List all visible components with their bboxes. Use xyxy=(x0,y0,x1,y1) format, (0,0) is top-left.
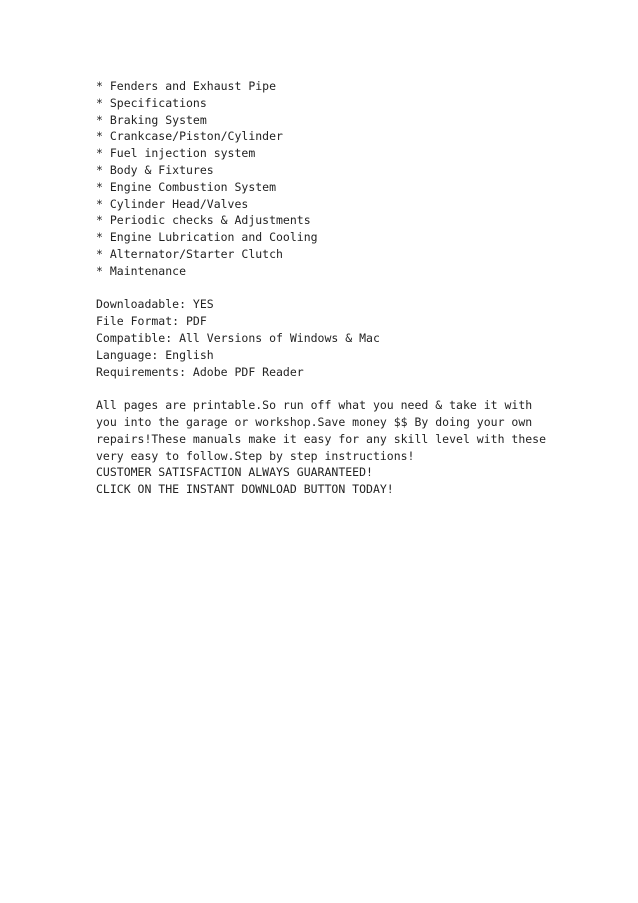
list-item: * Specifications xyxy=(96,95,207,110)
feature-list xyxy=(96,78,556,280)
list-item: * Periodic checks & Adjustments xyxy=(96,213,311,228)
spec-requirements: Requirements: Adobe PDF Reader xyxy=(96,364,304,379)
spec-downloadable: Downloadable: YES xyxy=(96,297,214,312)
closing-section xyxy=(96,397,556,498)
spec-compatible: Compatible: All Versions of Windows & Mac xyxy=(96,330,380,345)
list-item: * Maintenance xyxy=(96,263,187,278)
list-item: * Crankcase/Piston/Cylinder xyxy=(96,129,283,144)
list-item: * Braking System xyxy=(96,112,207,127)
list-item: * Engine Lubrication and Cooling xyxy=(96,230,318,245)
list-item: * Alternator/Starter Clutch xyxy=(96,246,283,261)
list-item: * Fuel injection system xyxy=(96,146,256,161)
list-item: * Engine Combustion System xyxy=(96,179,277,194)
list-item: * Fenders and Exhaust Pipe xyxy=(96,79,277,93)
description-paragraph: All pages are printable.So run off what you need & take it with you into the garage or workshop.Save money $$ By doing your own repairs!These manuals make it easy for any skill level with these very easy to follow.Step by step instructions! xyxy=(96,398,547,463)
list-item: * Cylinder Head/Valves xyxy=(96,196,249,211)
list-item: * Body & Fixtures xyxy=(96,162,214,177)
spec-language: Language: English xyxy=(96,347,214,362)
guarantee-line: CUSTOMER SATISFACTION ALWAYS GUARANTEED! xyxy=(96,465,373,480)
spec-file-format: File Format: PDF xyxy=(96,314,207,329)
call-to-action-line: CLICK ON THE INSTANT DOWNLOAD BUTTON TODAY! xyxy=(96,482,394,497)
document-body xyxy=(96,78,556,498)
spec-list xyxy=(96,296,556,380)
